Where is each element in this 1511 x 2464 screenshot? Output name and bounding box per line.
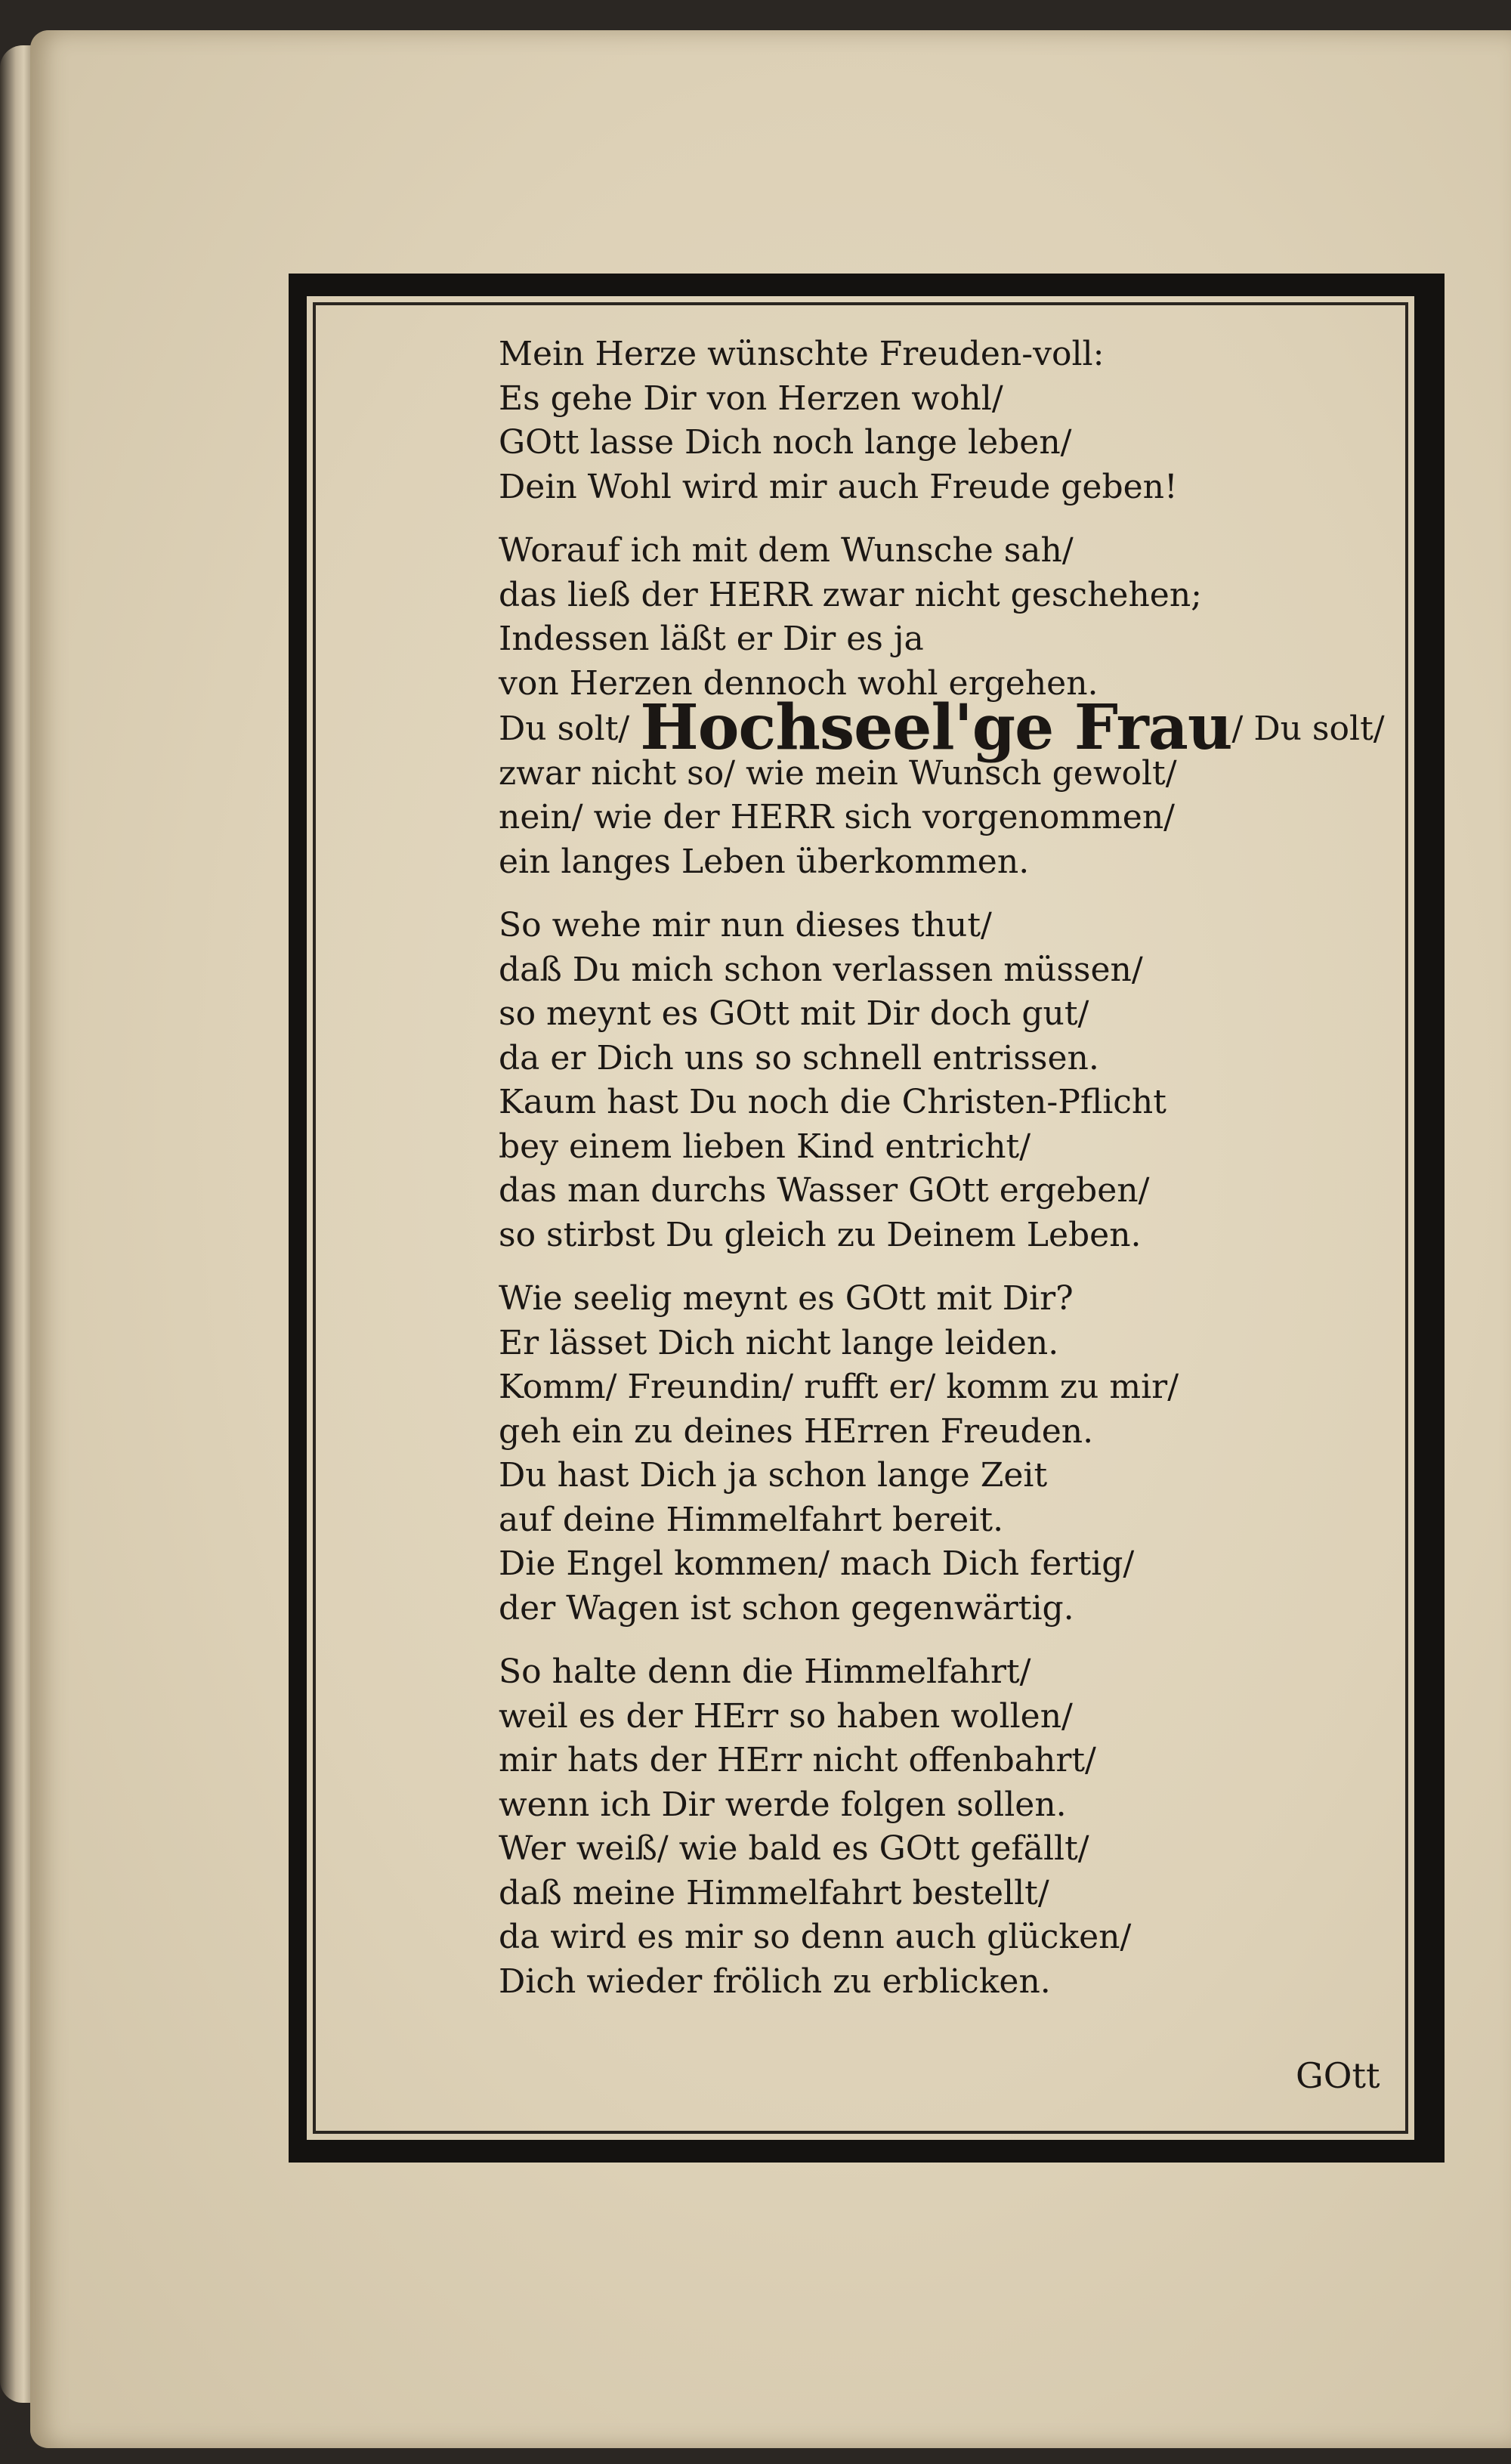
poem-line: da wird es mir so denn auch glücken/ xyxy=(499,1918,1132,1956)
poem xyxy=(499,332,1405,2004)
poem-line: Es gehe Dir von Herzen wohl/ xyxy=(499,379,1003,418)
stanza xyxy=(499,1277,1405,1631)
poem-line: so stirbst Du gleich zu Deinem Leben. xyxy=(499,1215,1142,1254)
poem-line: Dein Wohl wird mir auch Freude geben! xyxy=(499,467,1178,506)
poem-line: Du hast Dich ja schon lange Zeit xyxy=(499,1456,1048,1495)
stanza xyxy=(499,332,1405,509)
poem-line: das ließ der HERR zwar nicht geschehen; xyxy=(499,575,1202,614)
poem-line: Die Engel kommen/ mach Dich fertig/ xyxy=(499,1544,1135,1583)
poem-line: so meynt es GOtt mit Dir doch gut/ xyxy=(499,994,1089,1033)
line-segment: Du solt/ xyxy=(499,710,641,748)
poem-line: Dich wieder frölich zu erblicken. xyxy=(499,1962,1051,2001)
poem-line: Komm/ Freundin/ rufft er/ komm zu mir/ xyxy=(499,1368,1179,1406)
poem-line: bey einem lieben Kind entricht/ xyxy=(499,1127,1031,1166)
poem-line: auf deine Himmelfahrt bereit. xyxy=(499,1500,1004,1539)
catchword: GOtt xyxy=(1296,2055,1380,2096)
poem-line: der Wagen ist schon gegenwärtig. xyxy=(499,1588,1074,1628)
poem-line: von Herzen dennoch wohl ergehen. xyxy=(499,663,1098,703)
poem-line: zwar nicht so/ wie mein Wunsch gewolt/ xyxy=(499,753,1177,793)
poem-line: So halte denn die Himmelfahrt/ xyxy=(499,1652,1031,1691)
poem-line: daß Du mich schon verlassen müssen/ xyxy=(499,950,1143,989)
poem-line: ein langes Leben überkommen. xyxy=(499,842,1030,881)
poem-line: da er Dich uns so schnell entrissen. xyxy=(499,1038,1099,1077)
emphasized-name: Hochseel'ge Frau xyxy=(640,691,1232,764)
poem-line: So wehe mir nun dieses thut/ xyxy=(499,906,992,944)
poem-line xyxy=(499,691,1405,764)
poem-line: Er lässet Dich nicht lange leiden. xyxy=(499,1323,1059,1362)
poem-line: Mein Herze wünschte Freuden-voll: xyxy=(499,335,1105,373)
poem-line: Worauf ich mit dem Wunsche sah/ xyxy=(499,531,1074,570)
poem-line: nein/ wie der HERR sich vorgenommen/ xyxy=(499,798,1175,836)
poem-line: weil es der HErr so haben wollen/ xyxy=(499,1696,1073,1736)
stanza xyxy=(499,1650,1405,2004)
poem-line: GOtt lasse Dich noch lange leben/ xyxy=(499,423,1072,462)
poem-line: Indessen läßt er Dir es ja xyxy=(499,620,924,658)
stanza xyxy=(499,904,1405,1257)
stanza xyxy=(499,529,1405,884)
poem-line: wenn ich Dir werde folgen sollen. xyxy=(499,1785,1067,1824)
poem-line: Wie seelig meynt es GOtt mit Dir? xyxy=(499,1279,1074,1318)
poem-line: geh ein zu deines HErren Freuden. xyxy=(499,1411,1094,1451)
poem-line: daß meine Himmelfahrt bestellt/ xyxy=(499,1873,1049,1912)
poem-line: Wer weiß/ wie bald es GOtt gefällt/ xyxy=(499,1829,1089,1868)
poem-line: mir hats der HErr nicht offenbahrt/ xyxy=(499,1741,1096,1779)
poem-line: Kaum hast Du noch die Christen-Pflicht xyxy=(499,1083,1166,1121)
poem-line: das man durchs Wasser GOtt ergeben/ xyxy=(499,1171,1150,1210)
line-segment: / Du solt/ xyxy=(1231,710,1385,748)
